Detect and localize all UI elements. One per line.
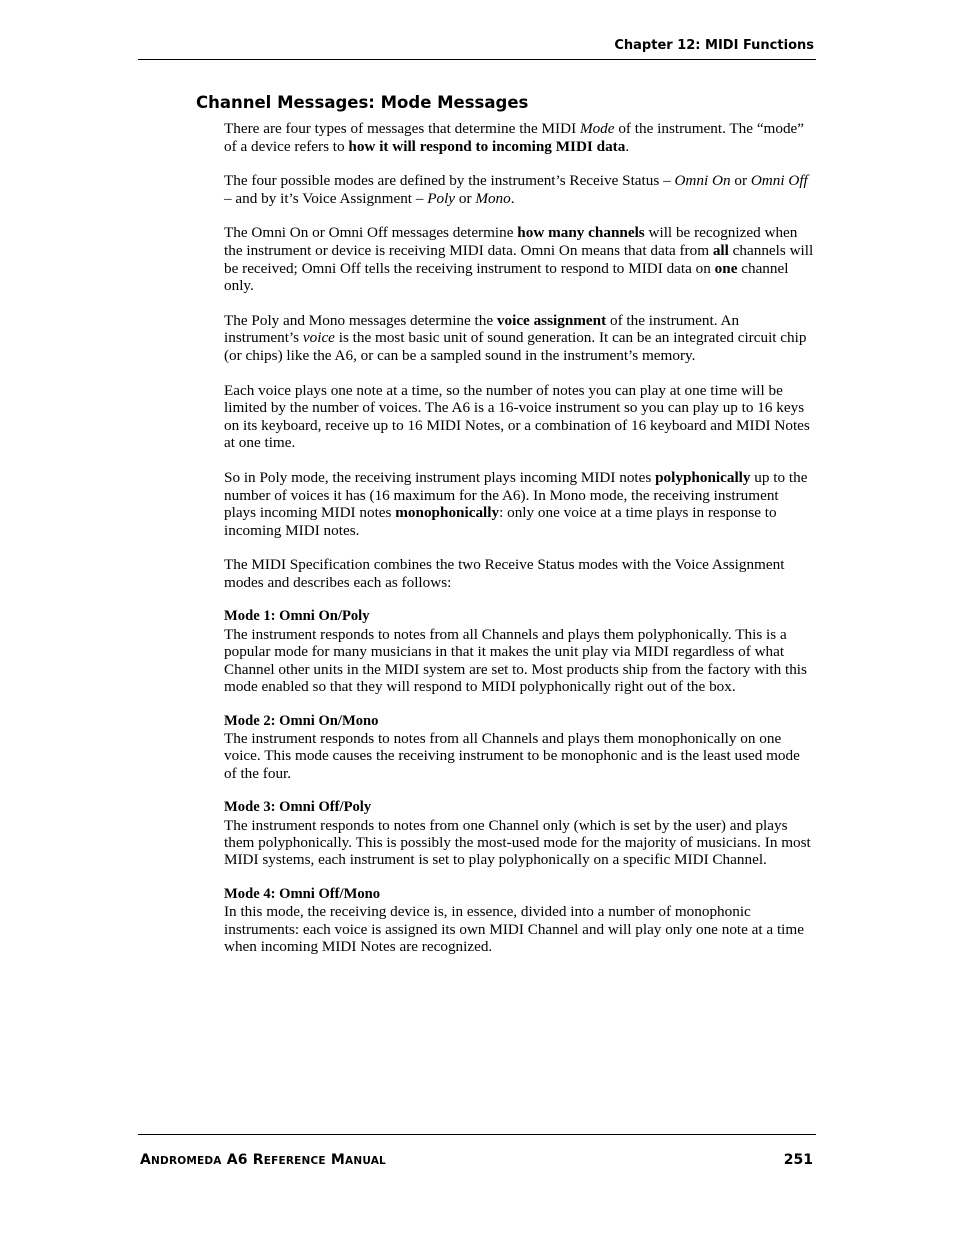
- mode-1-block: [224, 608, 814, 695]
- header-rule: [138, 59, 816, 60]
- paragraph-3: The Omni On or Omni Off messages determine how many channels will be recognized when the instrument or device is receiving MIDI data. Omni On means that data from all channels will be received; Omni Off tells the receiving instrument to respond to MIDI data on one channel only.: [224, 224, 814, 295]
- paragraph-7: The MIDI Specification combines the two Receive Status modes with the Voice Assignment modes and describes each as follows:: [224, 556, 785, 591]
- mode-3-block: [224, 799, 814, 869]
- paragraph-2: The four possible modes are defined by the instrument’s Receive Status – Omni On or Omni Off – and by it’s Voice Assignment – Poly or Mono.: [224, 172, 808, 207]
- mode-4-block: [224, 886, 814, 956]
- page-number: 251: [783, 1152, 813, 1168]
- paragraph-4: The Poly and Mono messages determine the voice assignment of the instrument. An instrument’s voice is the most basic unit of sound generation. It can be an integrated circuit chip (or chips) like the A6, or can be a sampled sound in the instrument’s memory.: [224, 311, 807, 364]
- section-title: Channel Messages: Mode Messages: [196, 93, 529, 112]
- mode-4-heading: Mode 4: Omni Off/Mono: [224, 885, 381, 902]
- mode-1-heading: Mode 1: Omni On/Poly: [224, 608, 370, 625]
- manual-title: ANDROMEDA A6 REFERENCE MANUAL: [140, 1152, 386, 1168]
- paragraph-1: There are four types of messages that determine the MIDI Mode of the instrument. The “mode” of a device refers to how it will respond to incoming MIDI data.: [224, 120, 805, 155]
- paragraph-6: So in Poly mode, the receiving instrument plays incoming MIDI notes polyphonically up to the number of voices it has (16 maximum for the A6). In Mono mode, the receiving instrument plays incoming MIDI notes monophonically: only one voice at a time plays in response to incoming MIDI notes.: [224, 468, 808, 539]
- body-text: [224, 120, 814, 972]
- mode-2-heading: Mode 2: Omni On/Mono: [224, 712, 379, 729]
- mode-2-text: The instrument responds to notes from all Channels and plays them monophonically on one voice. This mode causes the receiving instrument to be monophonic and is the least used mode of the four.: [224, 729, 800, 782]
- mode-3-text: The instrument responds to notes from one Channel only (which is set by the user) and plays them polyphonically. This is possibly the most-used mode for the majority of musicians. In most MIDI systems, each instrument is set to play polyphonically on a specific MIDI Channel.: [224, 816, 811, 869]
- mode-4-text: In this mode, the receiving device is, in essence, divided into a number of monophonic instruments: each voice is assigned its own MIDI Channel and will play only one note at a time when incoming MIDI Notes are recognized.: [224, 903, 804, 955]
- paragraph-5: Each voice plays one note at a time, so the number of notes you can play at one time will be limited by the number of voices. The A6 is a 16-voice instrument so you can play up to 16 keys on its keyboard, receive up to 16 MIDI Notes, or a combination of 16 keyboard and MIDI Notes at one time.: [224, 381, 810, 452]
- chapter-header: Chapter 12: MIDI Functions: [614, 38, 814, 53]
- footer-rule: [138, 1134, 816, 1135]
- mode-1-text: The instrument responds to notes from all Channels and plays them polyphonically. This is a popular mode for many musicians in that it makes the unit play via MIDI regardless of what Channel other units in the MIDI system are set to. Most products ship from the factory with this mode enabled so that they will respond to MIDI polyphonically right out of the box.: [224, 625, 807, 696]
- mode-3-heading: Mode 3: Omni Off/Poly: [224, 799, 372, 816]
- mode-2-block: [224, 713, 814, 783]
